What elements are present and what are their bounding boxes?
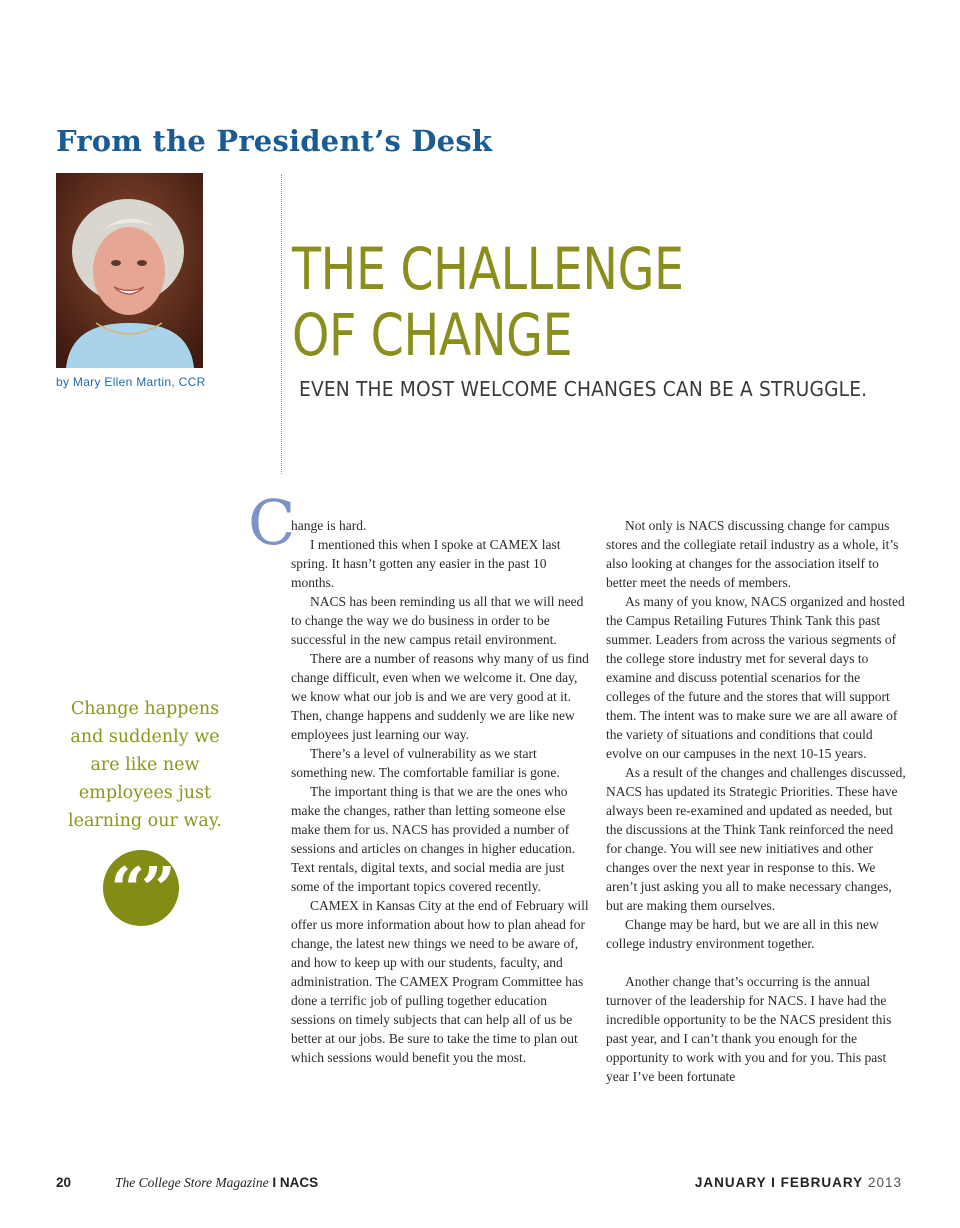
issue-months: JANUARY I FEBRUARY — [694, 1175, 864, 1190]
quote-glyph: “” — [110, 855, 172, 925]
paragraph: As many of you know, NACS organized and hosted the Campus Retailing Futures Think Tank this past summer. Leaders from across the various segments of the college store industry met for several days to examine and discuss potential scenarios for the colleges of the future and the stores that will support them. The intent was to make sure we are all aware of the variety of situations and conditions that could evolve on our campuses in the next 10-15 years. — [606, 594, 905, 761]
author-photo — [56, 173, 203, 368]
drop-cap: C — [248, 486, 296, 559]
issue-year: 2013 — [867, 1175, 902, 1190]
article-column-left — [291, 516, 591, 1067]
paragraph: I mentioned this when I spoke at CAMEX last spring. It hasn’t gotten any easier in the past 10 months. — [291, 537, 561, 590]
paragraph: There are a number of reasons why many of us find change difficult, even when we welcome it. One day, we know what our job is and we are very good at it. Then, change happens and suddenly we are like new employees just learning our way. — [291, 651, 589, 742]
paragraph: hange is hard. — [291, 518, 367, 533]
magazine-credit — [115, 1175, 318, 1191]
headline-line-1: THE CHALLENGE — [292, 235, 684, 303]
issue-date — [695, 1175, 902, 1190]
article-subhead: EVEN THE MOST WELCOME CHANGES CAN BE A STRUGGLE. — [299, 377, 868, 401]
dotted-divider — [281, 174, 282, 474]
paragraph: CAMEX in Kansas City at the end of February will offer us more information about how to plan ahead for change, the latest new things we need to be aware of, and how to keep up with our students, faculty, and administration. The CAMEX Program Committee has done a terrific job of pulling together education sessions on timely subjects that can help all of us be better at our jobs. Be sure to take the time to plan out which sessions would benefit you the most. — [291, 898, 589, 1065]
author-byline: by Mary Ellen Martin, CCR — [56, 375, 206, 389]
quotation-marks-icon — [103, 850, 179, 926]
paragraph: As a result of the changes and challenges discussed, NACS has updated its Strategic Priorities. These have always been re-examined and updated as needed, but the discussions at the Think Tank reinforced the need for change. You will see new initiatives and other changes over the next year in response to this. We aren’t just asking you all to make necessary changes, but are making them ourselves. — [606, 765, 906, 913]
portrait-photo-icon — [56, 173, 203, 368]
paragraph: Change may be hard, but we are all in this new college industry environment together. — [606, 917, 879, 951]
paragraph: The important thing is that we are the ones who make the changes, rather than letting someone else make them for us. NACS has provided a number of sessions and articles on changes in higher education. Text rentals, digital texts, and social media are just some of the important topics covered recently. — [291, 784, 576, 894]
article-column-right — [606, 516, 906, 1086]
paragraph: There’s a level of vulnerability as we start something new. The comfortable familiar is gone. — [291, 746, 560, 780]
pull-quote: Change happens and suddenly we are like new employees just learning our way. — [68, 699, 222, 831]
article-headline — [292, 236, 684, 368]
section-title: From the President’s Desk — [56, 124, 493, 158]
paragraph: Another change that’s occurring is the annual turnover of the leadership for NACS. I have had the incredible opportunity to be the NACS president this past year, and I can’t thank you enough for the opportunity to work with you and for you. This past year I’ve been fortunate — [606, 974, 892, 1084]
paragraph: NACS has been reminding us all that we will need to change the way we do business in order to be successful in the new campus retail environment. — [291, 594, 584, 647]
footer-separator: I — [268, 1175, 280, 1190]
paragraph: Not only is NACS discussing change for campus stores and the collegiate retail industry as a whole, it’s also looking at changes for the association itself to better meet the needs of members. — [606, 518, 899, 590]
page-number: 20 — [56, 1175, 72, 1190]
headline-line-2: OF CHANGE — [292, 301, 573, 369]
organization-name: NACS — [279, 1175, 319, 1190]
magazine-name: The College Store Magazine — [115, 1175, 269, 1190]
